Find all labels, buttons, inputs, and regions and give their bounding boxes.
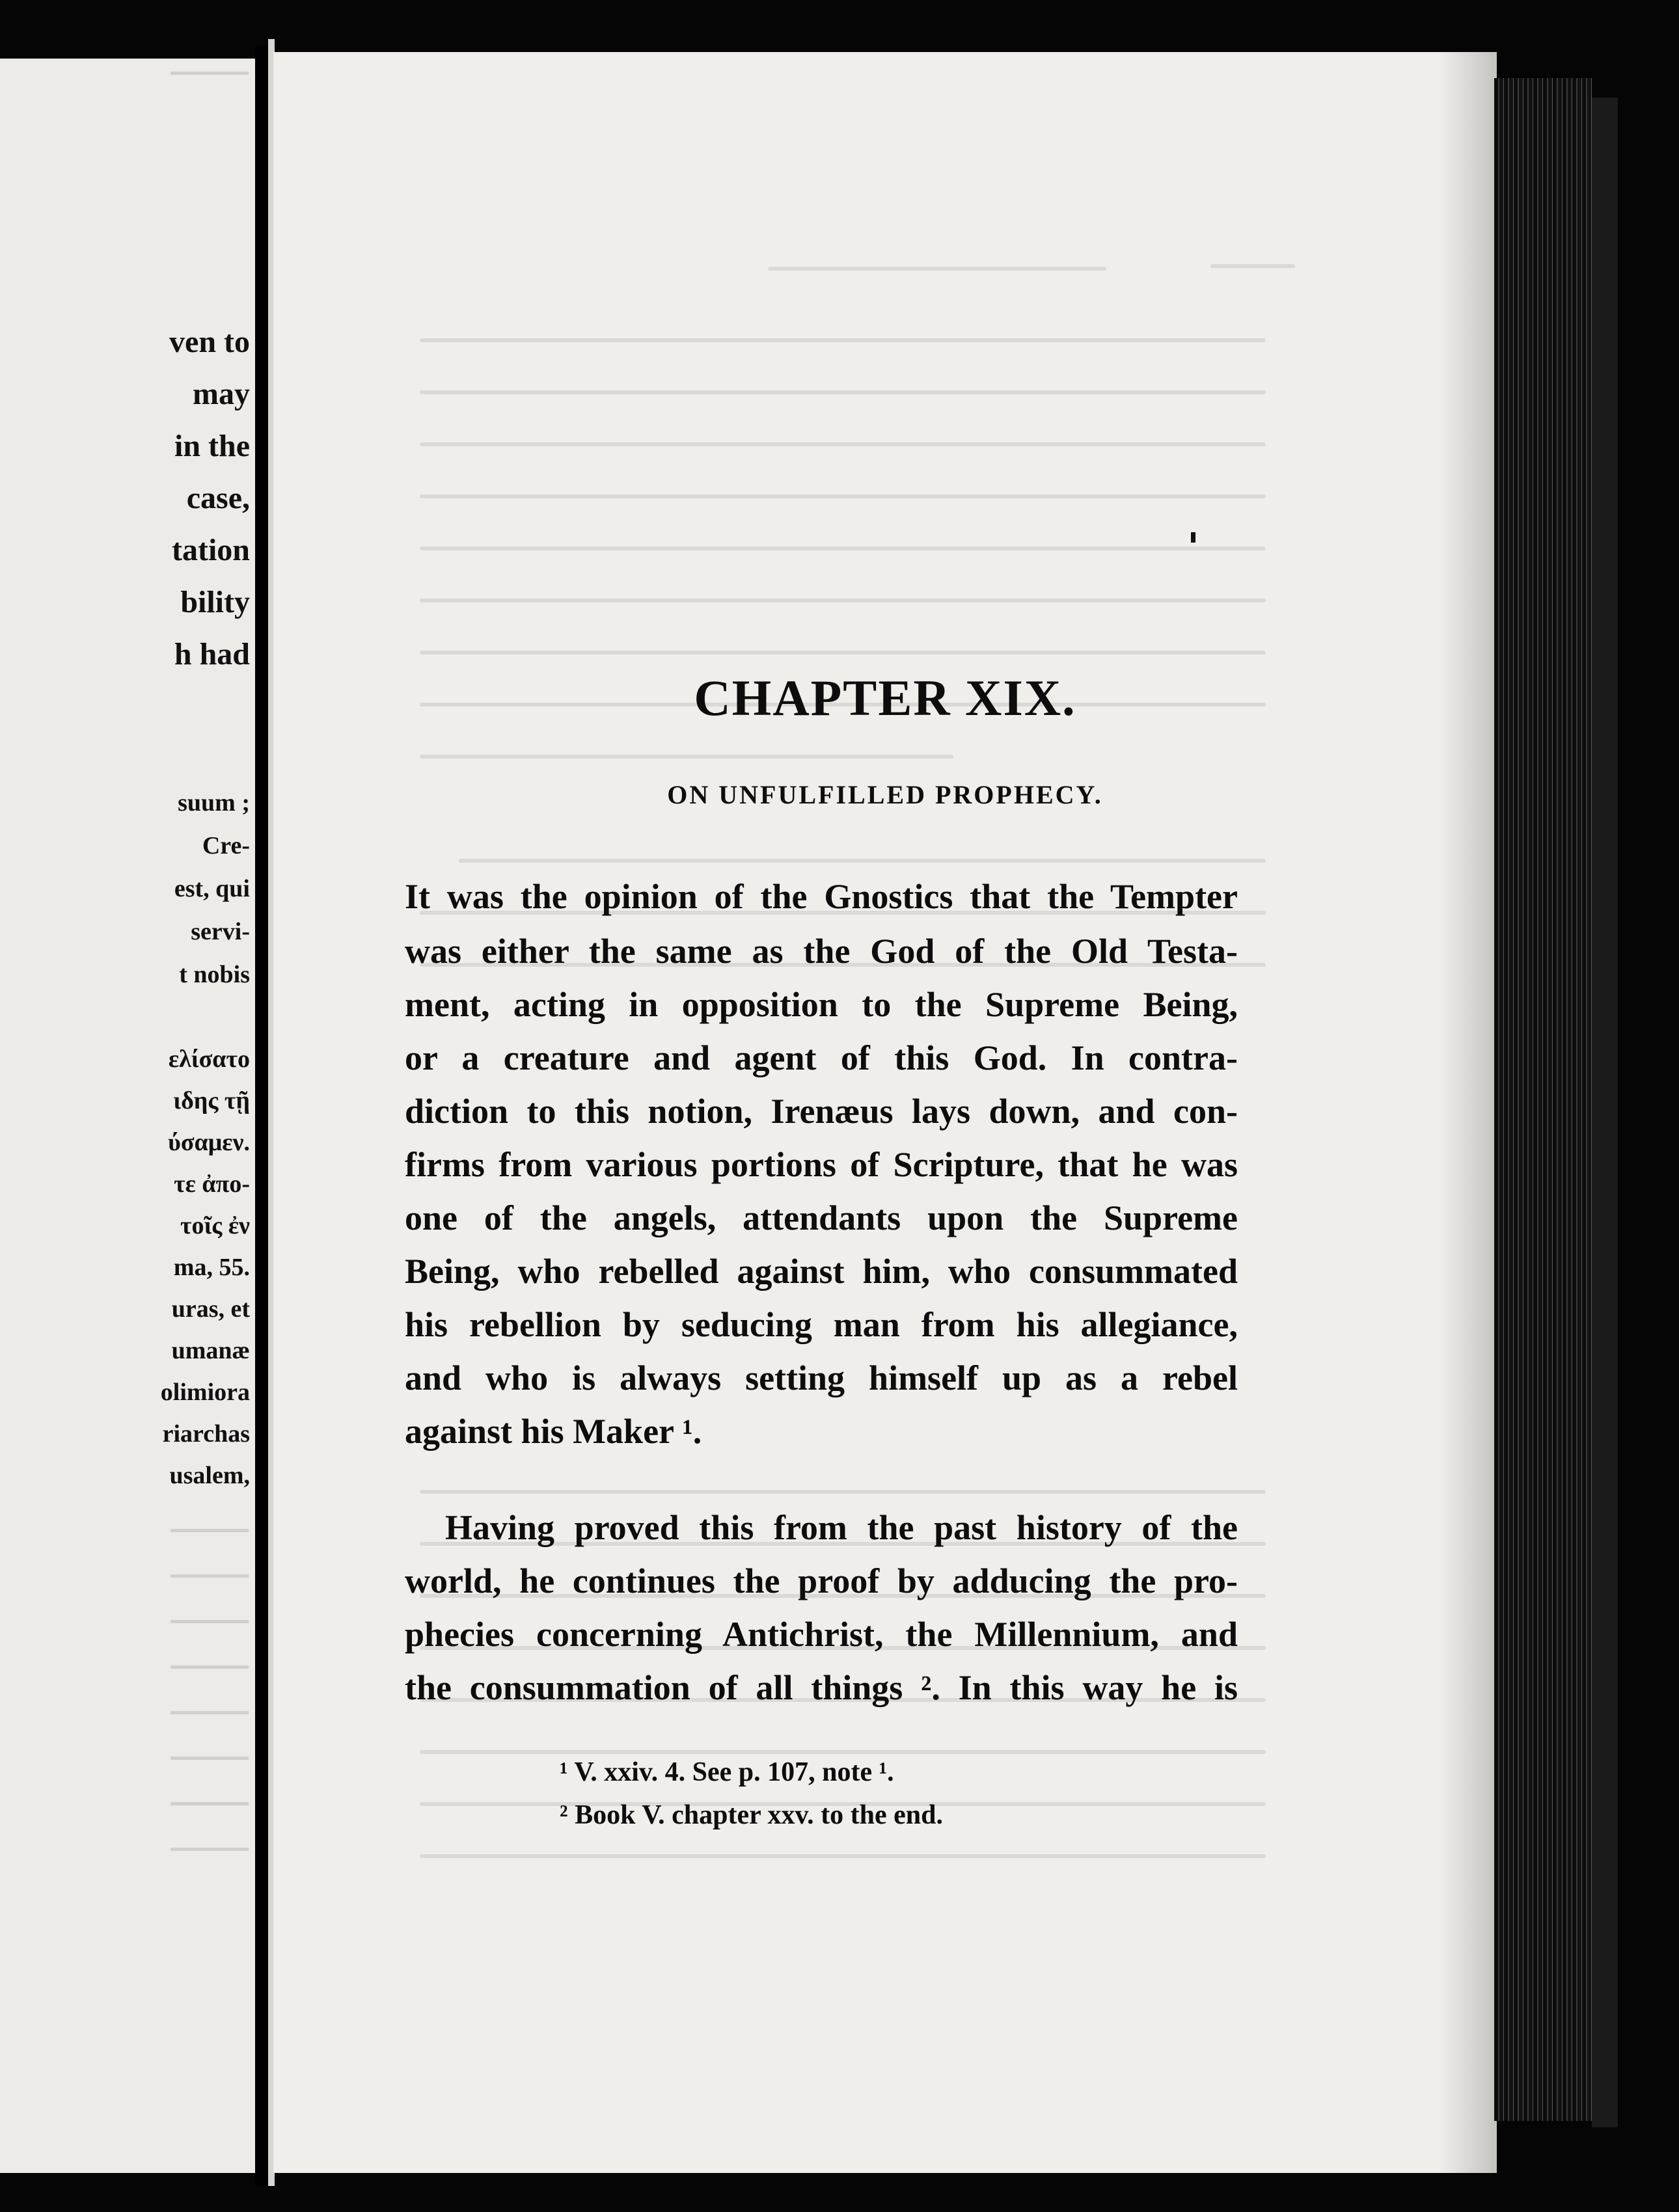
- bleed-through-mark: [420, 390, 1266, 394]
- bleed-through-mark: [171, 72, 249, 75]
- ink-speck: [1191, 532, 1195, 543]
- bleed-through-mark: [420, 651, 1266, 654]
- paragraph-2-line: Having proved this from the past history of the: [445, 1508, 1238, 1547]
- book-cover-edge: [1592, 98, 1618, 2127]
- chapter-subtitle: ON UNFULFILLED PROPHECY.: [667, 780, 1103, 809]
- facing-page-note-line: uras, et: [171, 1295, 250, 1323]
- bleed-through-mark: [420, 755, 953, 759]
- facing-page-note-line: olimiora: [160, 1379, 250, 1406]
- facing-page-note-line: ελίσατο: [168, 1045, 250, 1073]
- footnote-2: ² Book V. chapter xxv. to the end.: [560, 1800, 944, 1830]
- bleed-through-mark: [420, 1490, 1266, 1494]
- facing-page-note-line: usalem,: [169, 1462, 250, 1489]
- paragraph-1-line: his rebellion by seducing man from his allegiance,: [405, 1305, 1238, 1344]
- facing-page-line: ven to: [169, 325, 250, 359]
- bleed-through-mark: [171, 1620, 249, 1623]
- facing-page-line: case,: [186, 481, 250, 515]
- paragraph-2-line: world, he continues the proof by adducing the pro-: [405, 1561, 1238, 1600]
- facing-page-note-line: est, qui: [174, 875, 250, 902]
- bleed-through-mark: [420, 599, 1266, 602]
- facing-page-note-line: ιδης τῇ: [173, 1087, 250, 1114]
- paragraph-1-line: against his Maker ¹.: [405, 1412, 702, 1451]
- facing-page-note-line: Cre-: [202, 832, 250, 859]
- paragraph-1-line: firms from various portions of Scripture, that he was: [405, 1145, 1238, 1184]
- paragraph-2-line: phecies concerning Antichrist, the Millennium, and: [405, 1615, 1238, 1654]
- facing-page-note-line: ύσαμεν.: [168, 1129, 250, 1156]
- bleed-through-mark: [171, 1711, 249, 1714]
- paragraph-1-line: It was the opinion of the Gnostics that the Tempter: [405, 877, 1238, 916]
- facing-page-line: in the: [174, 429, 250, 463]
- facing-page-note-line: ma, 55.: [173, 1254, 250, 1281]
- bleed-through-mark: [420, 338, 1266, 342]
- bleed-through-mark: [420, 494, 1266, 498]
- bleed-through-mark: [459, 859, 1266, 863]
- bleed-through-mark: [171, 1757, 249, 1760]
- bleed-through-mark: [420, 1854, 1266, 1858]
- facing-page-fragment: [0, 59, 255, 2173]
- paragraph-1-line: diction to this notion, Irenæus lays down, and con-: [405, 1092, 1238, 1131]
- paragraph-1-line: one of the angels, attendants upon the Supreme: [405, 1198, 1238, 1237]
- facing-page-note-line: umanæ: [171, 1337, 250, 1364]
- facing-page-note-line: servi-: [191, 918, 250, 945]
- book-fore-edge: [1494, 78, 1592, 2121]
- bleed-through-mark: [171, 1574, 249, 1578]
- paragraph-1-line: ment, acting in opposition to the Supreme Being,: [405, 985, 1238, 1024]
- paragraph-2-line: the consummation of all things ². In this way he is: [405, 1668, 1238, 1707]
- paragraph-1-line: or a creature and agent of this God. In contra-: [405, 1038, 1238, 1077]
- facing-page-note-line: t nobis: [179, 961, 250, 988]
- paragraph-1-line: Being, who rebelled against him, who consummated: [405, 1252, 1238, 1291]
- footnote-1: ¹ V. xxiv. 4. See p. 107, note ¹.: [560, 1757, 894, 1787]
- bleed-through-mark: [420, 442, 1266, 446]
- facing-page-note-line: τοῖς ἐν: [180, 1212, 250, 1239]
- paragraph-1-line: and who is always setting himself up as a rebel: [405, 1358, 1238, 1397]
- bleed-through-mark: [171, 1666, 249, 1669]
- bleed-through-mark: [171, 1848, 249, 1851]
- bleed-through-mark: [171, 1802, 249, 1805]
- facing-page-note-line: suum ;: [178, 789, 250, 816]
- facing-page-note-line: τε ἀπο-: [174, 1170, 250, 1198]
- facing-page-line: may: [193, 377, 250, 411]
- facing-page-line: tation: [172, 533, 250, 567]
- book-gutter: [255, 46, 268, 2186]
- chapter-title: CHAPTER XIX.: [694, 669, 1076, 726]
- paragraph-1-line: was either the same as the God of the Old Testa-: [405, 932, 1238, 971]
- bleed-through-mark: [1210, 264, 1295, 268]
- bleed-through-mark: [171, 1529, 249, 1532]
- facing-page-note-line: riarchas: [162, 1420, 250, 1448]
- facing-page-line: bility: [180, 585, 250, 619]
- bleed-through-mark: [768, 267, 1106, 271]
- bleed-through-mark: [420, 546, 1266, 550]
- facing-page-line: h had: [174, 637, 250, 671]
- bleed-through-mark: [420, 1750, 1266, 1754]
